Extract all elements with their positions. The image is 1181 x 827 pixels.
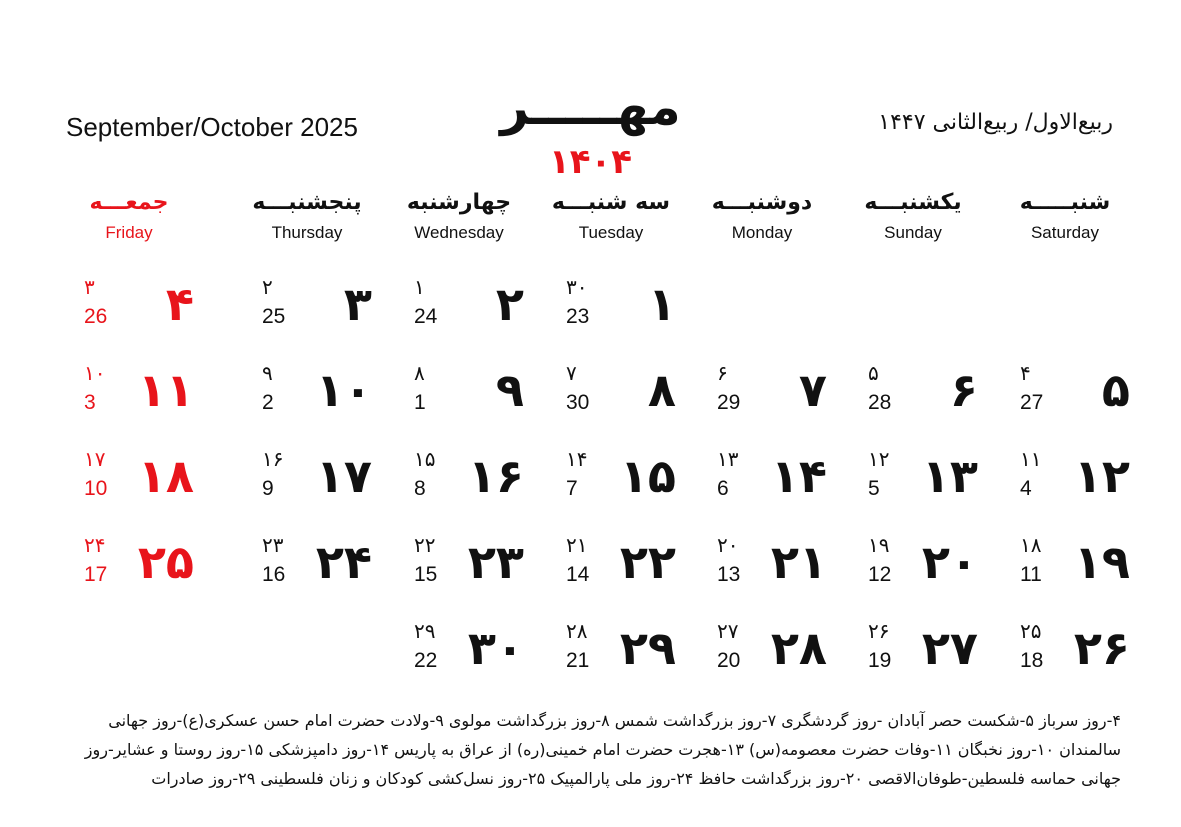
day-cell[interactable] — [717, 447, 867, 527]
hijri-day-number: ۱۰ — [84, 361, 106, 385]
weekday-header-thursday — [232, 190, 382, 243]
hijri-day-number: ۲۷ — [717, 619, 739, 643]
hijri-day-number: ۱۶ — [262, 447, 284, 471]
gregorian-day-number: 2 — [262, 391, 274, 414]
persian-day-number: ۱۱ — [137, 363, 194, 417]
gregorian-day-number: 23 — [566, 305, 590, 328]
hijri-day-number: ۱ — [414, 275, 425, 299]
gregorian-day-number: 10 — [84, 477, 108, 500]
day-cell[interactable] — [566, 619, 716, 699]
persian-day-number: ۹ — [495, 363, 524, 417]
gregorian-month-title: September/October 2025 — [66, 112, 358, 142]
persian-day-number: ۱۵ — [619, 449, 676, 503]
gregorian-day-number: 29 — [717, 391, 741, 414]
persian-day-number: ۲۱ — [770, 535, 827, 589]
hijri-day-number: ۱۵ — [414, 447, 436, 471]
hijri-day-number: ۲۶ — [868, 619, 890, 643]
day-cell[interactable] — [262, 275, 412, 355]
weekday-english-label: Monday — [731, 223, 793, 242]
weekday-persian-label: شنبـــــه — [1019, 190, 1111, 215]
day-cell[interactable] — [1020, 361, 1170, 441]
weekday-english-label: Thursday — [271, 223, 343, 242]
day-cell[interactable] — [566, 275, 716, 355]
day-cell[interactable] — [84, 275, 234, 355]
persian-day-number: ۲ — [495, 277, 524, 331]
hijri-day-number: ۲۲ — [414, 533, 436, 557]
gregorian-day-number: 16 — [262, 563, 286, 586]
gregorian-day-number: 6 — [717, 477, 729, 500]
gregorian-day-number: 18 — [1020, 649, 1044, 672]
hijri-day-number: ۲۰ — [717, 533, 739, 557]
gregorian-day-number: 4 — [1020, 477, 1032, 500]
hijri-day-number: ۸ — [414, 361, 425, 385]
gregorian-day-number: 1 — [414, 391, 426, 414]
weekday-header-friday — [54, 190, 204, 243]
gregorian-day-number: 13 — [717, 563, 741, 586]
gregorian-day-number: 27 — [1020, 391, 1044, 414]
weekday-header-sunday — [838, 190, 988, 243]
weekday-header-monday — [687, 190, 837, 243]
day-cell[interactable] — [414, 619, 564, 699]
hijri-day-number: ۱۸ — [1020, 533, 1042, 557]
hijri-day-number: ۲۴ — [84, 533, 106, 557]
gregorian-day-number: 22 — [414, 649, 438, 672]
day-cell[interactable] — [868, 447, 1018, 527]
persian-day-number: ۲۴ — [315, 535, 372, 589]
day-cell[interactable] — [84, 533, 234, 613]
weekday-persian-label: دوشنبـــه — [711, 190, 813, 215]
hijri-day-number: ۴ — [1020, 361, 1031, 385]
gregorian-day-number: 28 — [868, 391, 892, 414]
persian-day-number: ۲۹ — [619, 621, 676, 675]
day-cell[interactable] — [566, 533, 716, 613]
persian-day-number: ۱۰ — [315, 363, 372, 417]
persian-day-number: ۲۶ — [1073, 621, 1130, 675]
hijri-day-number: ۲۳ — [262, 533, 284, 557]
day-cell[interactable] — [414, 275, 564, 355]
persian-day-number: ۲۷ — [921, 621, 978, 675]
hijri-day-number: ۱۹ — [868, 533, 890, 557]
persian-year: ۱۴۰۴ — [548, 142, 632, 182]
persian-day-number: ۲۸ — [770, 621, 827, 675]
gregorian-day-number: 14 — [566, 563, 590, 586]
weekday-persian-label: پنجشنبـــه — [252, 190, 362, 215]
hijri-day-number: ۲۵ — [1020, 619, 1042, 643]
gregorian-day-number: 20 — [717, 649, 741, 672]
hijri-day-number: ۳۰ — [566, 275, 588, 299]
day-cell[interactable] — [717, 361, 867, 441]
weekday-english-label: Wednesday — [414, 223, 504, 242]
day-cell[interactable] — [414, 533, 564, 613]
hijri-day-number: ۳ — [84, 275, 95, 299]
persian-day-number: ۵ — [1101, 363, 1130, 417]
hijri-day-number: ۲۸ — [566, 619, 588, 643]
hijri-month-title: ربیع‌الاول/ ربیع‌الثانی ۱۴۴۷ — [878, 110, 1113, 135]
gregorian-day-number: 12 — [868, 563, 892, 586]
hijri-day-number: ۱۷ — [84, 447, 106, 471]
gregorian-day-number: 21 — [566, 649, 590, 672]
gregorian-day-number: 17 — [84, 563, 108, 586]
day-cell[interactable] — [414, 361, 564, 441]
day-cell[interactable] — [566, 447, 716, 527]
persian-day-number: ۱۷ — [315, 449, 372, 503]
day-cell[interactable] — [717, 619, 867, 699]
hijri-day-number: ۶ — [717, 361, 728, 385]
weekday-english-label: Saturday — [1030, 223, 1100, 242]
persian-day-number: ۷ — [798, 363, 827, 417]
hijri-day-number: ۲۹ — [414, 619, 436, 643]
persian-day-number: ۲۰ — [921, 535, 978, 589]
weekday-header-tuesday — [536, 190, 686, 243]
weekday-header-wednesday — [384, 190, 534, 243]
day-cell[interactable] — [262, 533, 412, 613]
gregorian-day-number: 19 — [868, 649, 892, 672]
gregorian-day-number: 9 — [262, 477, 274, 500]
hijri-day-number: ۹ — [262, 361, 273, 385]
weekday-english-label: Tuesday — [578, 223, 644, 242]
hijri-day-number: ۱۱ — [1020, 447, 1042, 471]
day-cell[interactable] — [868, 361, 1018, 441]
day-cell[interactable] — [868, 533, 1018, 613]
day-cell[interactable] — [1020, 619, 1170, 699]
day-cell[interactable] — [1020, 533, 1170, 613]
persian-day-number: ۱۳ — [921, 449, 978, 503]
persian-day-number: ۱۴ — [770, 449, 827, 503]
weekday-persian-label: یکشنبـــه — [864, 190, 962, 215]
weekday-english-label: Sunday — [884, 223, 942, 242]
weekday-english-label: Friday — [105, 223, 153, 242]
gregorian-day-number: 15 — [414, 563, 438, 586]
gregorian-day-number: 26 — [84, 305, 108, 328]
day-cell[interactable] — [414, 447, 564, 527]
persian-day-number: ۳۰ — [467, 621, 524, 675]
persian-day-number: ۱۸ — [137, 449, 194, 503]
persian-day-number: ۶ — [949, 363, 978, 417]
persian-day-number: ۱۲ — [1073, 449, 1130, 503]
gregorian-day-number: 24 — [414, 305, 438, 328]
hijri-day-number: ۱۳ — [717, 447, 739, 471]
weekday-persian-label: سه شنبـــه — [551, 190, 671, 215]
persian-day-number: ۳ — [343, 277, 372, 331]
weekday-persian-label: چهارشنبه — [406, 190, 512, 215]
persian-day-number: ۲۳ — [467, 535, 524, 589]
day-cell[interactable] — [262, 447, 412, 527]
gregorian-day-number: 30 — [566, 391, 590, 414]
persian-day-number: ۸ — [647, 363, 676, 417]
hijri-day-number: ۵ — [868, 361, 879, 385]
persian-day-number: ۲۵ — [137, 535, 194, 589]
gregorian-day-number: 8 — [414, 477, 426, 500]
day-cell[interactable] — [262, 361, 412, 441]
day-cell[interactable] — [868, 619, 1018, 699]
persian-day-number: ۱۹ — [1073, 535, 1130, 589]
persian-day-number: ۱ — [647, 277, 676, 331]
day-cell[interactable] — [1020, 447, 1170, 527]
occasions-footnote: ۴-روز سرباز ۵-شکست حصر آبادان -روز گردشگری ۷-روز بزرگداشت شمس ۸-روز بزرگداشت مولوی ۹-ولادت حضرت امام حسن عسکری(ع)-روز جهانی سالمندان ۱۰-روز نخبگان ۱۱-وفات حضرت معصومه(س) ۱۳-هجرت حضرت امام خمینی(ره) از عراق به پاریس ۱۴-روز دامپزشکی ۱۵-روز روستا و عشایر-روز جهانی حماسه فلسطین-طوفان‌الاقصی ۲۰-روز بزرگداشت حافظ ۲۴-روز ملی پارالمپیک ۲۵-روز نسل‌کشی کودکان و زنان فلسطینی ۲۹-روز صادرات — [84, 711, 1121, 788]
gregorian-day-number: 7 — [566, 477, 578, 500]
hijri-day-number: ۲۱ — [566, 533, 588, 557]
day-cell[interactable] — [84, 361, 234, 441]
weekday-header-saturday — [990, 190, 1140, 243]
gregorian-day-number: 11 — [1020, 563, 1042, 586]
gregorian-day-number: 5 — [868, 477, 880, 500]
gregorian-day-number: 25 — [262, 305, 286, 328]
day-cell[interactable] — [717, 533, 867, 613]
hijri-day-number: ۷ — [566, 361, 577, 385]
persian-month-title: مهـــــر — [500, 78, 681, 136]
day-cell[interactable] — [84, 447, 234, 527]
hijri-day-number: ۱۴ — [566, 447, 588, 471]
persian-day-number: ۱۶ — [467, 449, 524, 503]
persian-day-number: ۴ — [165, 277, 194, 331]
hijri-day-number: ۱۲ — [868, 447, 890, 471]
gregorian-day-number: 3 — [84, 391, 96, 414]
weekday-persian-label: جمعـــه — [89, 190, 169, 215]
day-cell[interactable] — [566, 361, 716, 441]
persian-day-number: ۲۲ — [619, 535, 676, 589]
hijri-day-number: ۲ — [262, 275, 273, 299]
